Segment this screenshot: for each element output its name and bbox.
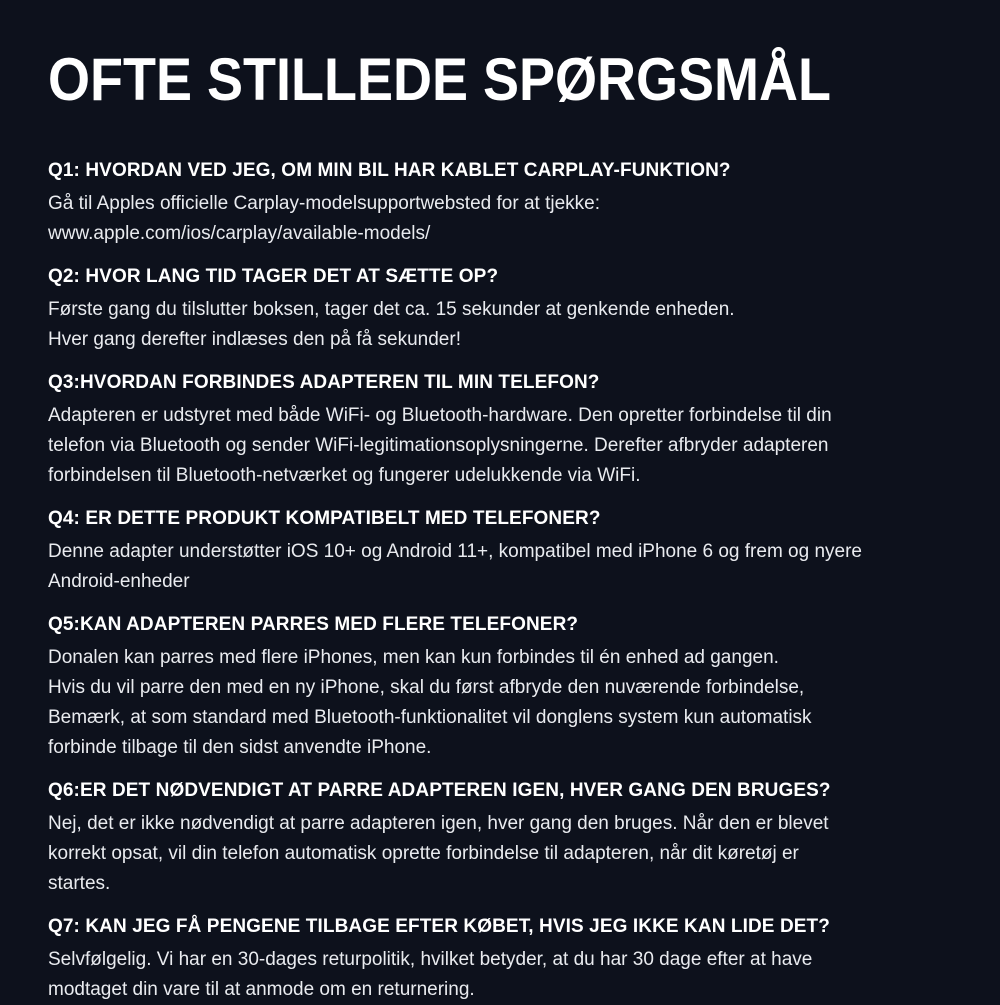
faq-answer — [48, 295, 952, 355]
answer-line: Hver gang derefter indlæses den på få sekunder! — [48, 329, 461, 350]
faq-answer — [48, 945, 952, 1005]
answer-line: Denne adapter understøtter iOS 10+ og Android 11+, kompatibel med iPhone 6 og frem og nyere — [48, 541, 862, 562]
answer-line: forbinde tilbage til den sidst anvendte iPhone. — [48, 737, 432, 758]
page-title: OFTE STILLEDE SPØRGSMÅL — [48, 46, 832, 113]
faq-question: Q1: HVORDAN VED JEG, OM MIN BIL HAR KABLET CARPLAY-FUNKTION? — [48, 160, 731, 181]
answer-line: korrekt opsat, vil din telefon automatisk oprette forbindelse til adapteren, når dit køretøj er — [48, 843, 799, 864]
faq-item — [48, 368, 952, 491]
faq-answer — [48, 809, 952, 899]
faq-item — [48, 776, 952, 899]
faq-item — [48, 912, 952, 1005]
answer-line: modtaget din vare til at anmode om en returnering. — [48, 979, 475, 1000]
answer-line: Adapteren er udstyret med både WiFi- og Bluetooth-hardware. Den opretter forbindelse til din — [48, 405, 832, 426]
faq-item — [48, 156, 952, 249]
faq-question: Q7: KAN JEG FÅ PENGENE TILBAGE EFTER KØBET, HVIS JEG IKKE KAN LIDE DET? — [48, 916, 830, 937]
answer-line: Nej, det er ikke nødvendigt at parre adapteren igen, hver gang den bruges. Når den er blevet — [48, 813, 829, 834]
answer-line: www.apple.com/ios/carplay/available-models/ — [48, 223, 431, 244]
faq-answer — [48, 189, 952, 249]
answer-line: telefon via Bluetooth og sender WiFi-legitimationsoplysningerne. Derefter afbryder adapteren — [48, 435, 829, 456]
faq-question: Q6:ER DET NØDVENDIGT AT PARRE ADAPTEREN IGEN, HVER GANG DEN BRUGES? — [48, 780, 831, 801]
answer-line: Android-enheder — [48, 571, 190, 592]
answer-line: Selvfølgelig. Vi har en 30-dages returpolitik, hvilket betyder, at du har 30 dage efter at have — [48, 949, 813, 970]
faq-question: Q5:KAN ADAPTEREN PARRES MED FLERE TELEFONER? — [48, 614, 579, 635]
answer-line: Donalen kan parres med flere iPhones, men kan kun forbindes til én enhed ad gangen. — [48, 647, 779, 668]
answer-line: Bemærk, at som standard med Bluetooth-funktionalitet vil donglens system kun automatisk — [48, 707, 812, 728]
faq-item — [48, 610, 952, 763]
faq-item — [48, 504, 952, 597]
faq-list — [48, 156, 952, 1005]
answer-line: forbindelsen til Bluetooth-netværket og fungerer udelukkende via WiFi. — [48, 465, 641, 486]
faq-question: Q4: ER DETTE PRODUKT KOMPATIBELT MED TELEFONER? — [48, 508, 601, 529]
answer-line: startes. — [48, 873, 111, 894]
faq-answer — [48, 643, 952, 763]
faq-question: Q3:HVORDAN FORBINDES ADAPTEREN TIL MIN TELEFON? — [48, 372, 600, 393]
faq-answer — [48, 401, 952, 491]
faq-question: Q2: HVOR LANG TID TAGER DET AT SÆTTE OP? — [48, 266, 499, 287]
answer-line: Gå til Apples officielle Carplay-modelsupportwebsted for at tjekke: — [48, 193, 600, 214]
faq-item — [48, 262, 952, 355]
faq-answer — [48, 537, 952, 597]
answer-line: Første gang du tilslutter boksen, tager det ca. 15 sekunder at genkende enheden. — [48, 299, 735, 320]
answer-line: Hvis du vil parre den med en ny iPhone, skal du først afbryde den nuværende forbindelse, — [48, 677, 805, 698]
